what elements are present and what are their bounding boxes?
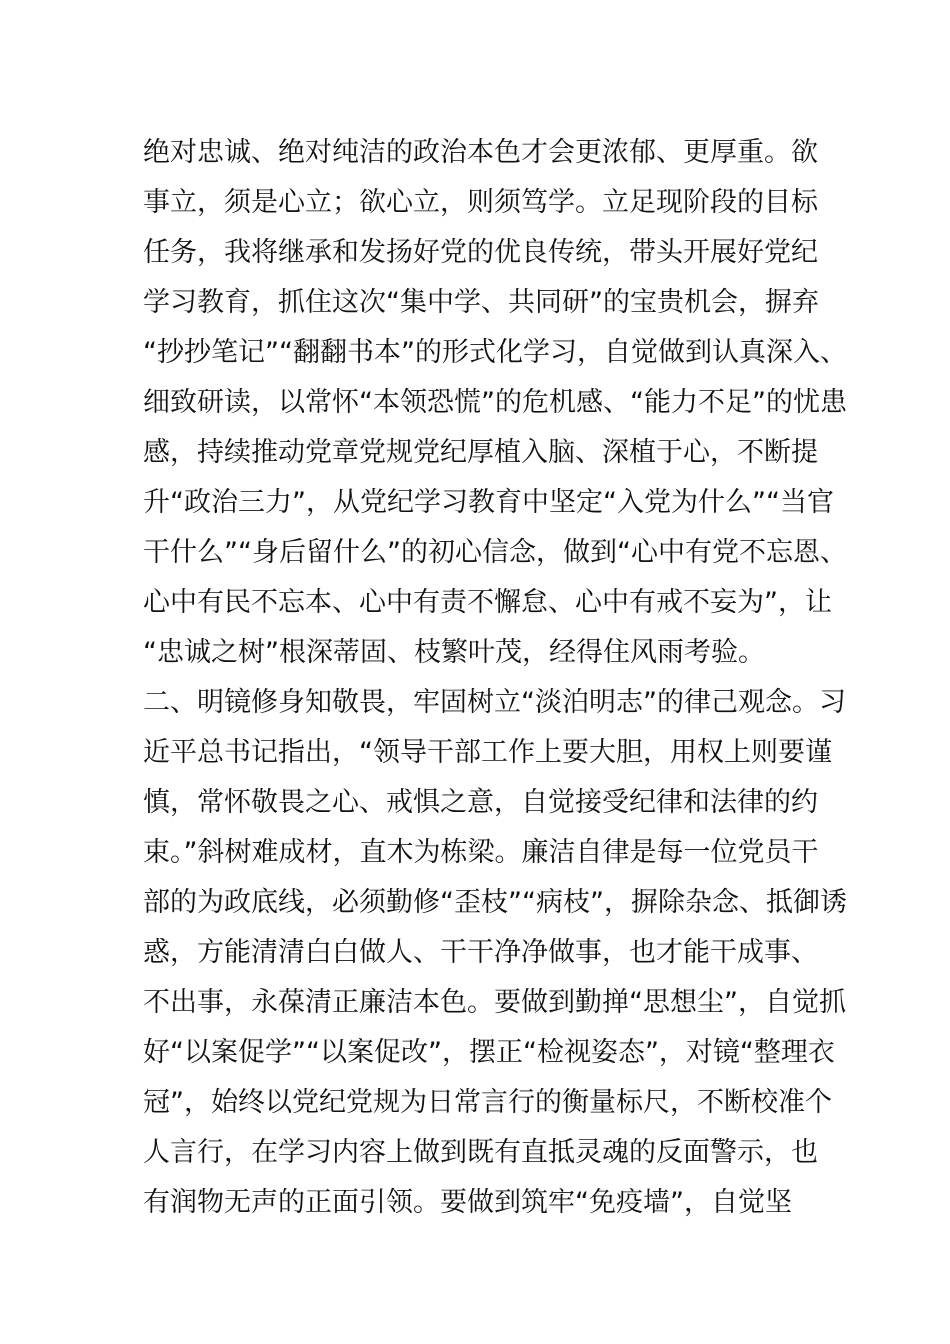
text-line: 感，持续推动党章党规党纪厚植入脑、深植于心，不断提	[143, 437, 818, 468]
text-line: 绝对忠诚、绝对纯洁的政治本色才会更浓郁、更厚重。欲	[143, 137, 818, 168]
text-line: 部的为政底线，必须勤修“歪枝”“病枝”，摒除杂念、抵御诱	[143, 887, 847, 918]
text-line: 惑，方能清清白白做人、干干净净做事，也才能干成事、	[143, 937, 818, 968]
text-line: 心中有民不忘本、心中有责不懈怠、心中有戒不妄为”，让	[143, 587, 832, 618]
text-line: 学习教育，抓住这次“集中学、共同研”的宝贵机会，摒弃	[143, 287, 819, 318]
text-line: 不出事，永葆清正廉洁本色。要做到勤掸“思想尘”，自觉抓	[143, 987, 846, 1018]
text-line: 干什么”“身后留什么”的初心信念，做到“心中有党不忘恩、	[143, 537, 847, 568]
text-line: 细致研读，以常怀“本领恐慌”的危机感、“能力不足”的忧患	[143, 387, 847, 418]
text-line: 事立，须是心立；欲心立，则须笃学。立足现阶段的目标	[143, 187, 818, 218]
text-line: 近平总书记指出，“领导干部工作上要大胆，用权上则要谨	[143, 737, 832, 768]
text-line: 冠”，始终以党纪党规为日常言行的衡量标尺，不断校准个	[143, 1087, 832, 1118]
text-line: 有润物无声的正面引领。要做到筑牢“免疫墙”，自觉坚	[143, 1187, 792, 1218]
text-line: “抄抄笔记”“翻翻书本”的形式化学习，自觉做到认真深入、	[143, 337, 847, 368]
text-line: “忠诚之树”根深蒂固、枝繁叶茂，经得住风雨考验。	[143, 637, 765, 668]
text-line: 好“以案促学”“以案促改”，摆正“检视姿态”，对镜“整理衣	[143, 1037, 835, 1068]
text-line: 慎，常怀敬畏之心、戒惧之意，自觉接受纪律和法律的约	[143, 787, 818, 818]
text-line: 束。”斜树难成材，直木为栋梁。廉洁自律是每一位党员干	[143, 837, 819, 868]
body-text	[143, 128, 847, 1228]
text-line: 任务，我将继承和发扬好党的优良传统，带头开展好党纪	[143, 237, 818, 268]
text-line: 人言行，在学习内容上做到既有直抵灵魂的反面警示，也	[143, 1137, 818, 1168]
section-heading-line: 二、明镜修身知敬畏，牢固树立“淡泊明志”的律己观念。习	[143, 687, 846, 718]
text-line: 升“政治三力”，从党纪学习教育中坚定“入党为什么”“当官	[143, 487, 834, 518]
